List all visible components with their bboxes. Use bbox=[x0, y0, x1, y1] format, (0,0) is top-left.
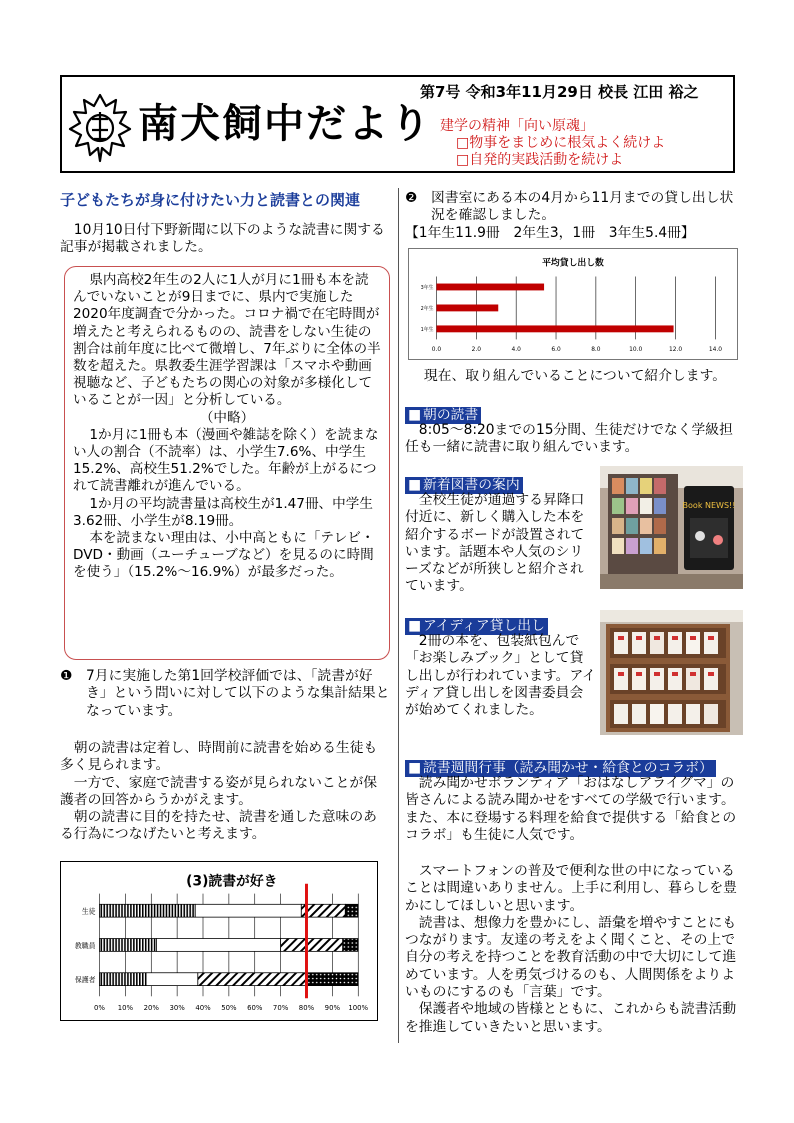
closing-paragraph-3: 保護者や地域の皆様とともに、これからも読書活動を推進していきたいと思います。 bbox=[405, 1001, 737, 1035]
section-new-books bbox=[405, 474, 523, 494]
bar-segment bbox=[100, 939, 157, 952]
motto-item-1: □物事をまじめに根気よく続けよ bbox=[456, 135, 666, 151]
closing-paragraph-2: 読書は、想像力を豊かにし、語彙を増やすことにもつながります。友達の考えをよく聞くこと、その上で自分の考えを持つことを教育活動の中で大切にして進めています。人を勇気づけるのも、人間関係をよりよいものにするのも「言葉」です。 bbox=[405, 914, 737, 1001]
section-reading-week-label: 読書週間行事（読み聞かせ・給食とのコラボ） bbox=[423, 760, 713, 776]
point-1-text: 7月に実施した第1回学校評価では、「読書が好き」という問いに対して以下のような集計結果となっています。 bbox=[86, 668, 390, 719]
tick-label: 4.0 bbox=[511, 347, 521, 354]
article-intro bbox=[60, 222, 390, 257]
chart-left-tick-labels bbox=[94, 1004, 369, 1012]
category-label: 教職員 bbox=[74, 941, 96, 950]
quote-paragraph-1: 県内高校2年生の2人に1人が月に1冊も本を読んでいないことが9日までに、県内で実施した2020年度調査で分かった。コロナ禍で在宅時間が増えたと考えられるものの、読書をしない生徒の割合は前年度に比べて微増し、7年ぶりに全体の半数を超えた。県教委生涯学習課は「スマホや動画視聴など、子どもたちの関心の対象が多様化していることが一因」と分析している。 bbox=[73, 272, 381, 409]
point-2-text: 図書室にある本の4月から11月までの貸し出し状況を確認しました。 bbox=[431, 190, 734, 224]
category-label: 2年生 bbox=[420, 305, 434, 312]
tick-label: 10% bbox=[117, 1004, 134, 1013]
reading-week-text bbox=[405, 775, 745, 844]
square-bullet-icon: ■ bbox=[408, 760, 422, 776]
bar-segment bbox=[306, 973, 358, 986]
section-idea-loan bbox=[405, 615, 548, 635]
tick-label: 60% bbox=[247, 1004, 263, 1013]
tick-label: 6.0 bbox=[551, 347, 561, 354]
tick-label: 0% bbox=[94, 1004, 105, 1013]
bar-segment bbox=[198, 973, 307, 986]
newspaper-quote-box bbox=[64, 266, 390, 660]
tick-label: 80% bbox=[298, 1004, 315, 1013]
point-1-number: ❶ bbox=[60, 668, 73, 684]
school-crest-icon bbox=[68, 92, 132, 164]
chart-right-bars bbox=[436, 284, 673, 333]
closing-paragraph-1: スマートフォンの普及で便利な世の中になっていることは間違いありません。上手に利用し、暮らしを豊かにしてほしいと思います。 bbox=[405, 863, 737, 914]
bar-segment bbox=[146, 973, 198, 986]
morning-reading-paragraph: 8:05～8:20までの15分間、生徒だけでなく学級担任も一緒に読書に取り組んでいます。 bbox=[405, 422, 733, 456]
quote-paragraph-4: 本を読まない理由は、小中高ともに「テレビ・DVD・動画（ユーチューブなど）を見るのに時間を使う」（15.2%～16.9%）が最多だった。 bbox=[73, 530, 375, 581]
tick-label: 8.0 bbox=[591, 347, 601, 354]
left-body-1: 朝の読書は定着し、時間前に読書を始める生徒も多く見られます。 bbox=[60, 740, 378, 774]
chart-right-title: 平均貸し出し数 bbox=[542, 258, 604, 269]
photo1-sign-text: Book NEWS!! bbox=[682, 501, 736, 510]
new-books-board-photo bbox=[600, 466, 743, 589]
issue-date-principal: 第7号 令和3年11月29日 校長 江田 裕之 bbox=[420, 83, 699, 101]
point-2 bbox=[405, 190, 745, 242]
tick-label: 100% bbox=[348, 1004, 369, 1013]
quote-paragraph-2: 1か月に1冊も本（漫画や雑誌を除く）を読まない人の割合（不読率）は、小学生7.6%、中学生15.2%、高校生51.2%でした。年齢が上がるにつれて読書離れが進んでいる。 bbox=[73, 426, 379, 495]
left-article-title: 子どもたちが身に付けたい力と読書との関連 bbox=[60, 191, 361, 209]
square-bullet-icon: ■ bbox=[408, 618, 422, 634]
motto-item-2: □自発的実践活動を続けよ bbox=[456, 152, 624, 168]
tick-label: 20% bbox=[143, 1004, 159, 1013]
tick-label: 12.0 bbox=[669, 347, 683, 354]
section-new-books-label: 新着図書の案内 bbox=[423, 477, 520, 493]
tick-label: 70% bbox=[272, 1004, 289, 1013]
bar-segment bbox=[156, 939, 280, 952]
closing-remarks bbox=[405, 863, 745, 1036]
point-1 bbox=[60, 668, 390, 720]
motto-title: 建学の精神「向い原魂」 bbox=[440, 118, 594, 134]
chart-right-tick-labels bbox=[432, 347, 722, 353]
bar-segment bbox=[281, 939, 343, 952]
newsletter-title: 南犬飼中だより bbox=[138, 101, 432, 147]
reading-preference-chart bbox=[60, 861, 378, 1021]
school-motto bbox=[440, 118, 665, 169]
chart-left-category-labels bbox=[75, 907, 96, 984]
tick-label: 30% bbox=[169, 1004, 185, 1013]
quote-paragraph-3: 1か月の平均読書量は高校生が1.47冊、中学生3.62冊、小学生が8.19冊。 bbox=[73, 495, 373, 529]
tick-label: 10.0 bbox=[629, 347, 643, 354]
square-bullet-icon: ■ bbox=[408, 407, 422, 423]
chart-left-bars bbox=[100, 904, 359, 985]
tick-label: 40% bbox=[195, 1004, 211, 1013]
tick-label: 90% bbox=[324, 1004, 341, 1013]
idea-loan-paragraph: 2冊の本を、包装紙包んで「お楽しみブック」として貸し出しが行われています。アイディア貸し出しを図書委員会が始めてくれました。 bbox=[405, 633, 596, 719]
tick-label: 2.0 bbox=[471, 347, 482, 354]
point-2-result: 【1年生11.9冊 2年生3，1冊 3年生5.4冊】 bbox=[405, 224, 695, 241]
category-label: 保護者 bbox=[74, 976, 96, 985]
activities-lead: 現在、取り組んでいることについて紹介します。 bbox=[423, 368, 727, 384]
new-books-text bbox=[405, 492, 597, 596]
section-morning-reading bbox=[405, 404, 481, 424]
category-label: 生徒 bbox=[81, 907, 96, 916]
point-2-number: ❷ bbox=[405, 190, 418, 206]
tick-label: 14.0 bbox=[708, 347, 722, 354]
bar-segment bbox=[343, 939, 359, 952]
bar bbox=[436, 325, 673, 332]
section-morning-label: 朝の読書 bbox=[423, 407, 479, 423]
column-divider bbox=[398, 188, 399, 1043]
square-bullet-icon: ■ bbox=[408, 477, 422, 493]
quote-omission: （中略） bbox=[199, 409, 255, 426]
new-books-paragraph: 全校生徒が通過する昇降口付近に、新しく購入した本を紹介するボードが設置されています。話題本や人気のシリーズなどが所狭しと紹介されています。 bbox=[405, 492, 585, 595]
idea-loan-text bbox=[405, 633, 597, 719]
left-body-3: 朝の読書に目的を持たせ、読書を通した意味のある行為につなげたいと考えます。 bbox=[60, 809, 377, 843]
intro-text: 10月10日付下野新聞に以下のような読書に関する記事が掲載されました。 bbox=[60, 222, 385, 256]
tick-label: 0.0 bbox=[431, 347, 442, 354]
bar-segment bbox=[195, 904, 301, 917]
left-body-2: 一方で、家庭で読書する姿が見られないことが保護者の回答からうかがえます。 bbox=[60, 774, 378, 808]
bar-segment bbox=[345, 904, 358, 917]
section-idea-loan-label: アイディア貸し出し bbox=[423, 618, 545, 634]
chart-right-category-labels bbox=[421, 284, 434, 333]
surprise-book-shelf-photo bbox=[600, 610, 743, 735]
bar bbox=[436, 284, 544, 291]
section-reading-week bbox=[405, 757, 716, 777]
bar bbox=[436, 304, 498, 311]
category-label: 1年生 bbox=[420, 326, 434, 333]
reading-week-paragraph: 読み聞かせボランティア「おはなしアライグマ」の皆さんによる読み聞かせをすべての学級で行います。また、本に登場する料理を給食で提供する「給食とのコラボ」も生徒に人気です。 bbox=[405, 775, 737, 843]
tick-label: 50% bbox=[221, 1004, 237, 1013]
morning-reading-text bbox=[405, 422, 745, 457]
category-label: 3年生 bbox=[420, 284, 434, 291]
bar-segment bbox=[100, 973, 147, 986]
left-body bbox=[60, 740, 390, 844]
chart-left-title: (3)読書が好き bbox=[186, 873, 278, 890]
bar-segment bbox=[100, 904, 196, 917]
loan-average-chart bbox=[408, 248, 738, 360]
